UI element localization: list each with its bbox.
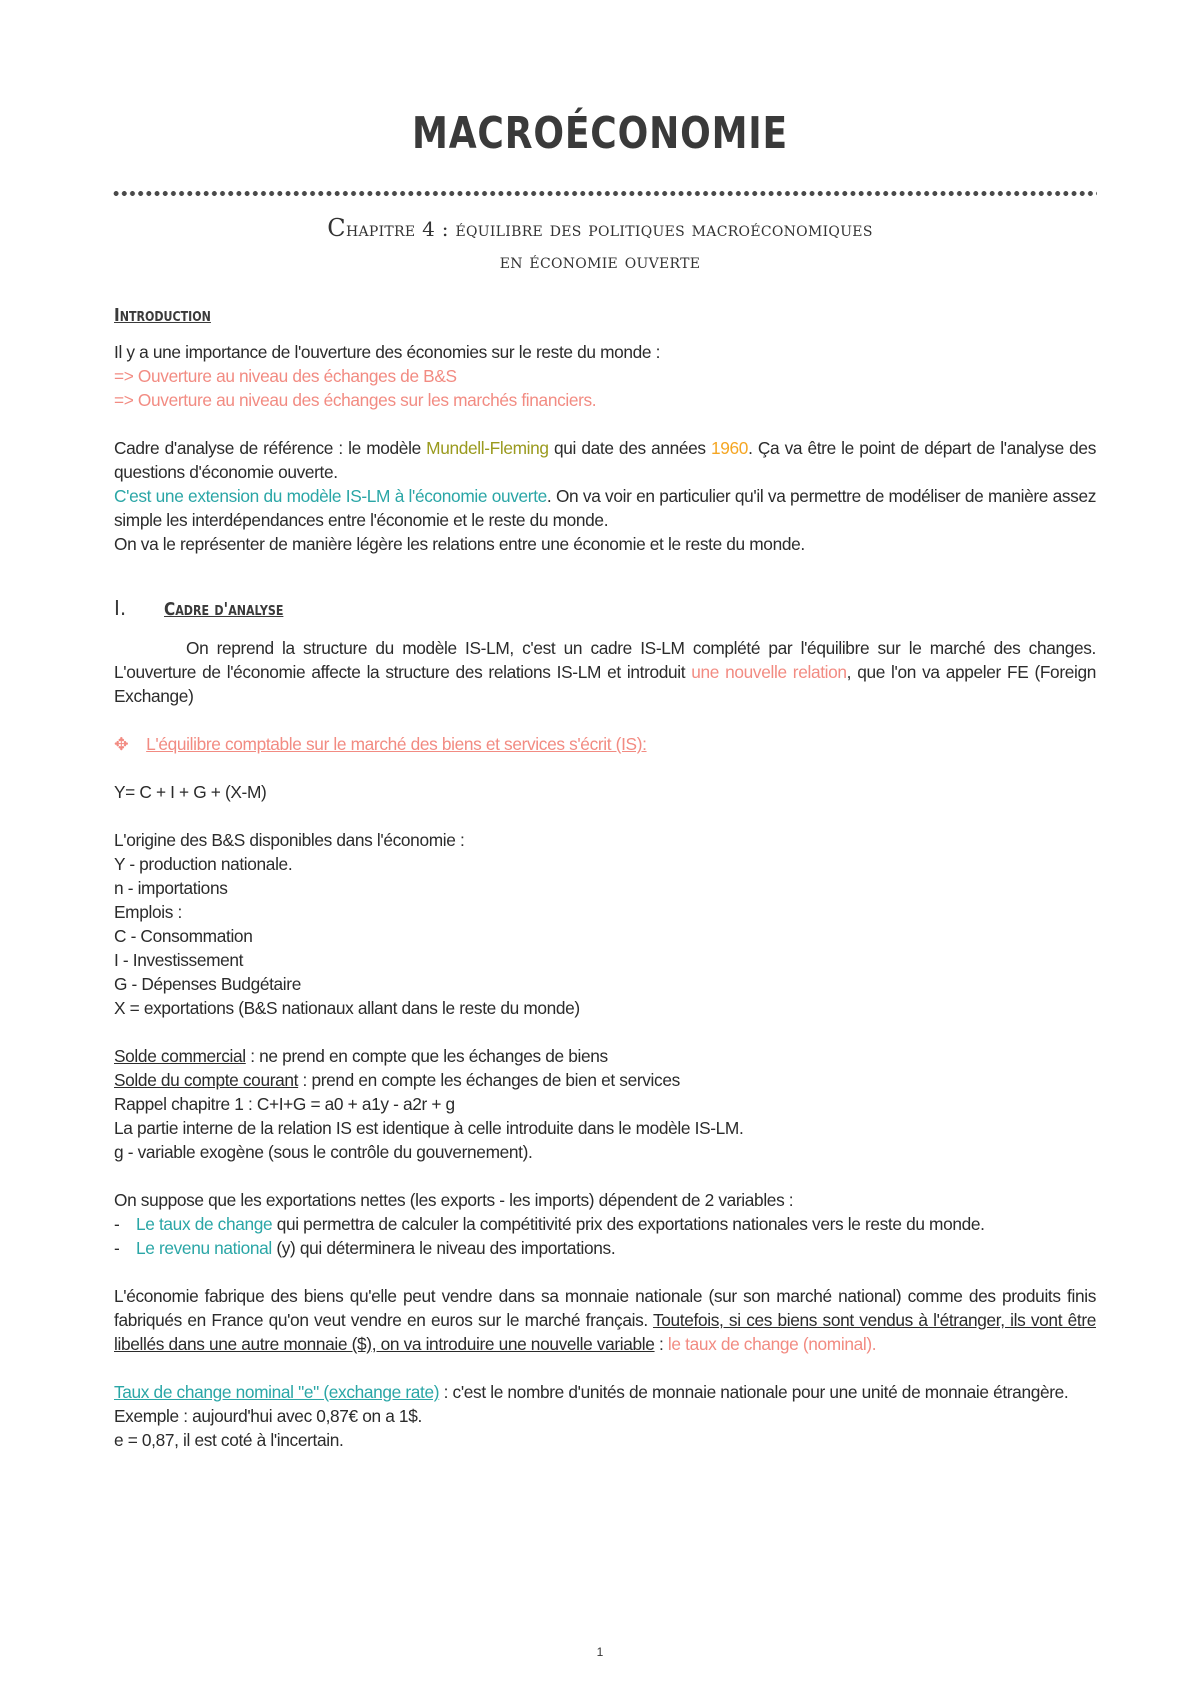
exemple-line: Exemple : aujourd'hui avec 0,87€ on a 1$. — [114, 1406, 422, 1426]
origin-line: n - importations — [114, 878, 228, 898]
intro-paragraph: On va le représenter de manière légère les relations entre une économie et le reste du monde. — [114, 534, 805, 554]
economie-paragraph: L'économie fabrique des biens qu'elle peut vendre dans sa monnaie nationale (sur son marché national) comme des produits finis fabriqués en France qu'on veut vendre en euros sur le marché français. Toutefois, si ces biens sont vendus à l'étranger, ils vont être libellés dans une autre monnaie ($), on va introduire une nouvelle variable : le taux de change (nominal). — [114, 1286, 1096, 1354]
section-paragraph: On reprend la structure du modèle IS-LM, c'est un cadre IS-LM complété par l'équilibre sur le marché des changes. L'ouverture de l'économie affecte la structure des relations IS-LM et introduit une nouvelle relation, que l'on va appeler FE (Foreign Exchange) — [114, 638, 1096, 706]
diamond-bullet-icon: ✥ — [114, 734, 129, 754]
intro-arrow-line: => Ouverture au niveau des échanges de B&S — [114, 366, 457, 386]
g-variable-line: g - variable exogène (sous le contrôle du gouvernement). — [114, 1142, 533, 1162]
solde-commercial-line: Solde commercial : ne prend en compte que les échanges de biens — [114, 1046, 608, 1066]
section-1-heading: I. Cadre d'analyse — [114, 596, 284, 620]
bullet-heading: ✥ L'équilibre comptable sur le marché des biens et services s'écrit (IS): — [114, 734, 647, 754]
intro-paragraph: Il y a une importance de l'ouverture des économies sur le reste du monde : — [114, 342, 661, 362]
dotted-divider — [112, 190, 1097, 197]
chapter-title — [0, 212, 1200, 277]
origin-line: Emplois : — [114, 902, 182, 922]
page-number: 1 — [596, 1645, 604, 1659]
e-value-line: e = 0,87, il est coté à l'incertain. — [114, 1430, 344, 1450]
chapter-title-line2: en économie ouverte — [499, 249, 701, 273]
origin-line: X = exportations (B&S nationaux allant dans le reste du monde) — [114, 998, 580, 1018]
partie-line: La partie interne de la relation IS est identique à celle introduite dans le modèle IS-LM. — [114, 1118, 744, 1138]
taux-de-change-definition: Taux de change nominal "e" (exchange rate) : c'est le nombre d'unités de monnaie nationale pour une unité de monnaie étrangère. — [114, 1382, 1069, 1402]
dash-list-item: - Le revenu national (y) qui déterminera le niveau des importations. — [114, 1238, 616, 1258]
intro-arrow-line: => Ouverture au niveau des échanges sur les marchés financiers. — [114, 390, 597, 410]
is-equation: Y= C + I + G + (X-M) — [114, 782, 267, 802]
intro-paragraph: C'est une extension du modèle IS-LM à l'économie ouverte. On va voir en particulier qu'il va permettre de modéliser de manière assez simple les interdépendances entre l'économie et le reste du monde. — [114, 486, 1096, 530]
rappel-line: Rappel chapitre 1 : C+I+G = a0 + a1y - a2r + g — [114, 1094, 455, 1114]
intro-paragraph: Cadre d'analyse de référence : le modèle Mundell-Fleming qui date des années 1960. Ça va être le point de départ de l'analyse des questions d'économie ouverte. — [114, 438, 1096, 482]
dash-list-item: - Le taux de change qui permettra de calculer la compétitivité prix des exportations nationales vers le reste du monde. — [114, 1214, 985, 1234]
suppose-line: On suppose que les exportations nettes (les exports - les imports) dépendent de 2 variables : — [114, 1190, 794, 1210]
section-1-body — [114, 636, 1096, 1452]
solde-courant-line: Solde du compte courant : prend en compte les échanges de bien et services — [114, 1070, 680, 1090]
origin-line: G - Dépenses Budgétaire — [114, 974, 301, 994]
origin-line: C - Consommation — [114, 926, 253, 946]
introduction-heading: Introduction — [114, 305, 211, 326]
origin-line: Y - production nationale. — [114, 854, 293, 874]
chapter-title-line1: Chapitre 4 : équilibre des politiques macroéconomiques — [327, 214, 873, 242]
origin-line: L'origine des B&S disponibles dans l'économie : — [114, 830, 465, 850]
document-title: MACROÉCONOMIE — [411, 108, 789, 159]
origin-line: I - Investissement — [114, 950, 244, 970]
introduction-body — [114, 340, 1096, 556]
